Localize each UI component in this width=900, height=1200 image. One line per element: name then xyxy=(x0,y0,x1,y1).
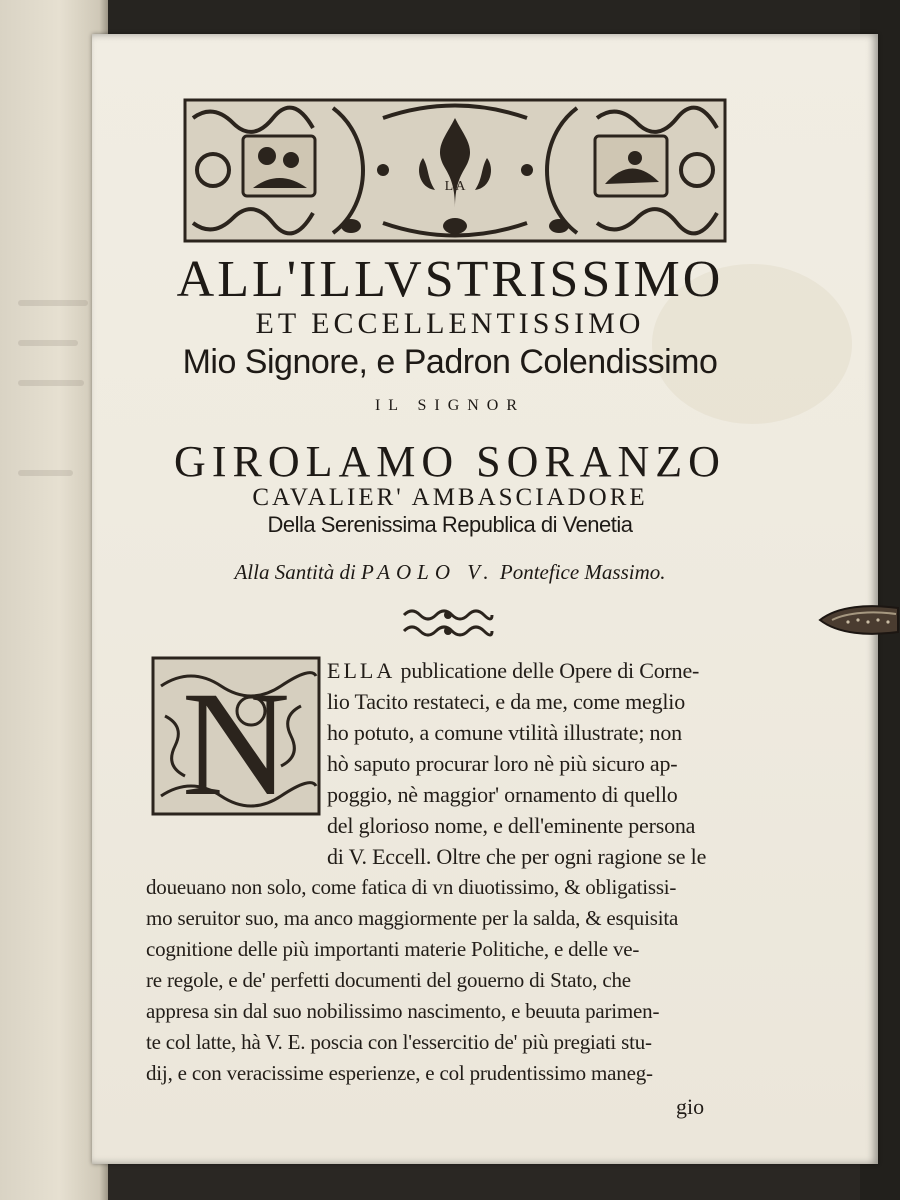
body-line-3: ho potuto, a comune vtilità illustrate; non xyxy=(327,720,682,745)
title-line-6: CAVALIER' AMBASCIADORE xyxy=(252,484,648,511)
body-text: publicatione delle Opere di Corne- xyxy=(400,658,700,683)
headpiece-letters: L A xyxy=(444,179,466,194)
first-word: ELLA xyxy=(327,658,396,683)
body-line-14: dij, e con veracissime esperienze, e col prudentissimo maneg- xyxy=(146,1061,653,1085)
show-through-text xyxy=(18,300,88,306)
subtitle-name: PAOLO V. xyxy=(361,560,495,584)
subtitle-post: Pontefice Massimo. xyxy=(499,560,666,584)
title-line-1: ALL'ILLVSTRISSIMO xyxy=(176,251,724,308)
body-line-13: te col latte, hà V. E. poscia con l'essercitio de' più pregiati stu- xyxy=(146,1030,652,1054)
body-line-5: poggio, nè maggior' ornamento di quello xyxy=(327,782,678,807)
catchword: gio xyxy=(676,1094,705,1119)
dedication-subtitle xyxy=(100,560,800,585)
title-line-5: GIROLAMO SORANZO xyxy=(174,437,726,486)
title-line-2: ET ECCELLENTISSIMO xyxy=(255,307,645,340)
initial-letter: N xyxy=(181,661,291,816)
title-line-4: IL SIGNOR xyxy=(374,397,526,414)
body-line-7: di V. Eccell. Oltre che per ogni ragione se le xyxy=(327,844,707,869)
show-through-text xyxy=(18,340,78,346)
fleuron-ornament xyxy=(400,605,496,639)
ornamental-headpiece xyxy=(183,98,727,243)
body-line-2: lio Tacito restateci, e da me, come meglio xyxy=(327,689,686,714)
show-through-text xyxy=(18,470,73,476)
subtitle-pre: Alla Santità di xyxy=(234,560,356,584)
body-line-10: cognitione delle più importanti materie Politiche, e delle ve- xyxy=(146,937,640,961)
body-line-12: appresa sin dal suo nobilissimo nascimento, e beuuta parimen- xyxy=(146,999,660,1023)
body-line-9: mo seruitor suo, ma anco maggiormente per la salda, & esquisita xyxy=(146,906,679,930)
body-line-8: doueuano non solo, come fatica di vn diuotissimo, & obligatissi- xyxy=(146,875,677,899)
body-line-1 xyxy=(327,658,699,684)
body-line-11: re regole, e de' perfetti documenti del gouerno di Stato, che xyxy=(146,968,631,992)
show-through-text xyxy=(18,380,84,386)
title-line-7: Della Serenissima Republica di Venetia xyxy=(267,512,633,537)
body-line-4: hò saputo procurar loro nè più sicuro ap- xyxy=(327,751,678,776)
title-line-3: Mio Signore, e Padron Colendissimo xyxy=(182,343,718,381)
body-line-6: del glorioso nome, e dell'eminente persona xyxy=(327,813,696,838)
decorated-initial xyxy=(151,656,321,816)
bookmark-clip xyxy=(818,602,900,638)
